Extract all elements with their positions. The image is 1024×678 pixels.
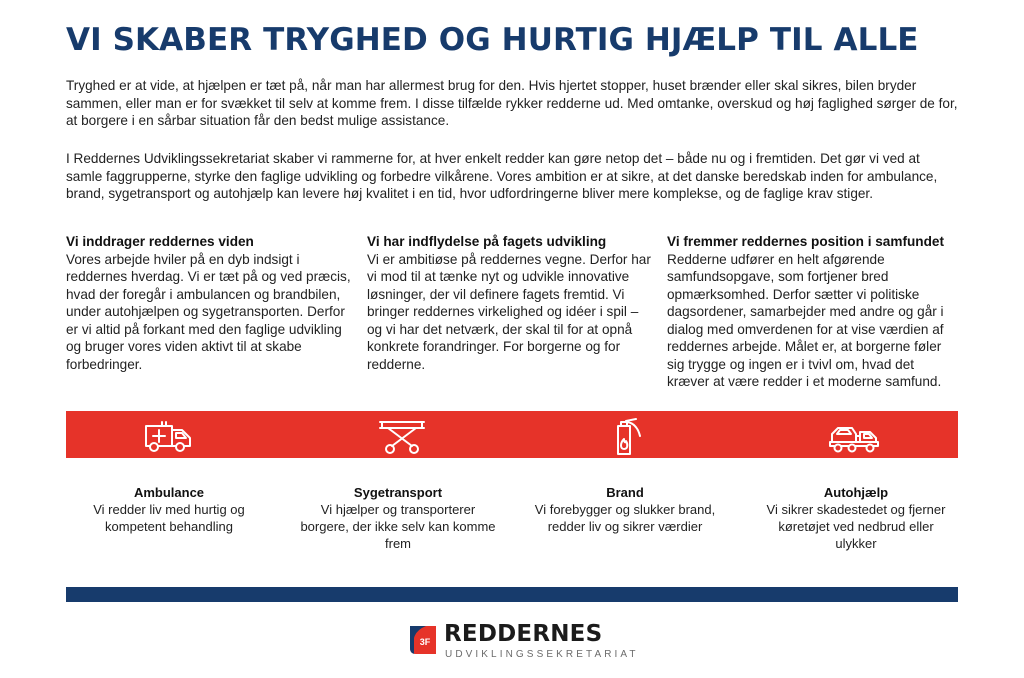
ambulance-icon [140, 416, 196, 456]
column-body: Vi er ambitiøse på reddernes vegne. Derfor har vi mod til at tænke nyt og udvikle innovative løsninger, der vil definere fagets fremtid. Vi bringer reddernes virkelighed og idéer i spil – og vi har det netværk, der skal til for at opnå konkrete forandringer. For borgerne og for redderne. [367, 251, 651, 372]
service-sygetransport [298, 484, 498, 552]
service-description: Vi sikrer skadestedet og fjerner køretøjet ved nedbrud eller ulykker [766, 502, 946, 551]
service-description: Vi hjælper og transporterer borgere, der ikke selv kan komme frem [300, 502, 496, 551]
service-name: Brand [606, 485, 644, 500]
column-body: Redderne udfører en helt afgørende samfundsopgave, som fortjener bred opmærksomhed. Derfor sætter vi politiske dagsordener, samarbejder med andre og går i dialog med omverdenen for at vise værdien af reddernes arbejde. Målet er, at borgerne føler sig trygge og ingen er i tvivl om, hvad det kræver at være redder i et moderne samfund. [667, 251, 944, 389]
fire-extinguisher-icon [600, 416, 656, 456]
intro-paragraph-2: I Reddernes Udviklingssekretariat skaber vi rammerne for, at hver enkelt redder kan gøre netop det – både nu og i fremtiden. Det gør vi ved at samle faggrupperne, styrke den faglige udvikling og forbedre vilkårene. Vores ambition er at sikre, at det danske beredskab inden for ambulance, brand, sygetransport og autohjælp kan levere høj kvalitet i en tid, hvor udfordringerne bliver mere komplekse, og de faglige krav stiger. [66, 151, 938, 201]
column-heading: Vi inddrager reddernes viden [66, 234, 254, 249]
stretcher-icon [374, 416, 430, 456]
logo-subtitle: UDVIKLINGSSEKRETARIAT [445, 649, 639, 660]
column-influence [367, 233, 657, 373]
column-knowledge [66, 233, 356, 373]
service-ambulance [69, 484, 269, 535]
intro-paragraph-1: Tryghed er at vide, at hjælpen er tæt på, når man har allermest brug for den. Hvis hjertet stopper, huset brænder eller skal sikres, bilen bryder sammen, eller man er for svækket til selv at komme frem. I disse tilfælde rykker redderne ud. Med omtanke, overskud og høj faglighed sørger de for, at borgere i en sårbar situation får den bedst mulige assistance. [66, 78, 958, 128]
service-autohjaelp [756, 484, 956, 552]
logo-mark-icon [406, 624, 440, 656]
tow-truck-icon [826, 416, 882, 456]
service-brand [525, 484, 725, 535]
column-heading: Vi har indflydelse på fagets udvikling [367, 234, 607, 249]
service-description: Vi redder liv med hurtig og kompetent behandling [93, 502, 245, 534]
page-title: VI SKABER TRYGHED OG HURTIG HJÆLP TIL ALLE [66, 22, 919, 58]
column-position [667, 233, 957, 391]
service-description: Vi forebygger og slukker brand, redder liv og sikrer værdier [534, 502, 716, 534]
footer-divider-band [66, 587, 958, 602]
svg-text:3F: 3F [419, 637, 431, 647]
column-heading: Vi fremmer reddernes position i samfundet [667, 234, 944, 249]
logo-wordmark: REDDERNES [444, 621, 603, 647]
service-name: Ambulance [133, 485, 205, 500]
service-name: Sygetransport [353, 485, 443, 500]
service-name: Autohjælp [823, 485, 889, 500]
column-body: Vores arbejde hviler på en dyb indsigt i reddernes hverdag. Vi er tæt på og ved præcis, hvad der foregår i ambulancen og brandbilen, under autohjælpen og sygetransporten. Derfor er vi altid på forkant med den faglige udvikling og bruger vores viden aktivt til at skabe forbedringer. [66, 251, 351, 372]
services-icon-band [66, 411, 958, 458]
